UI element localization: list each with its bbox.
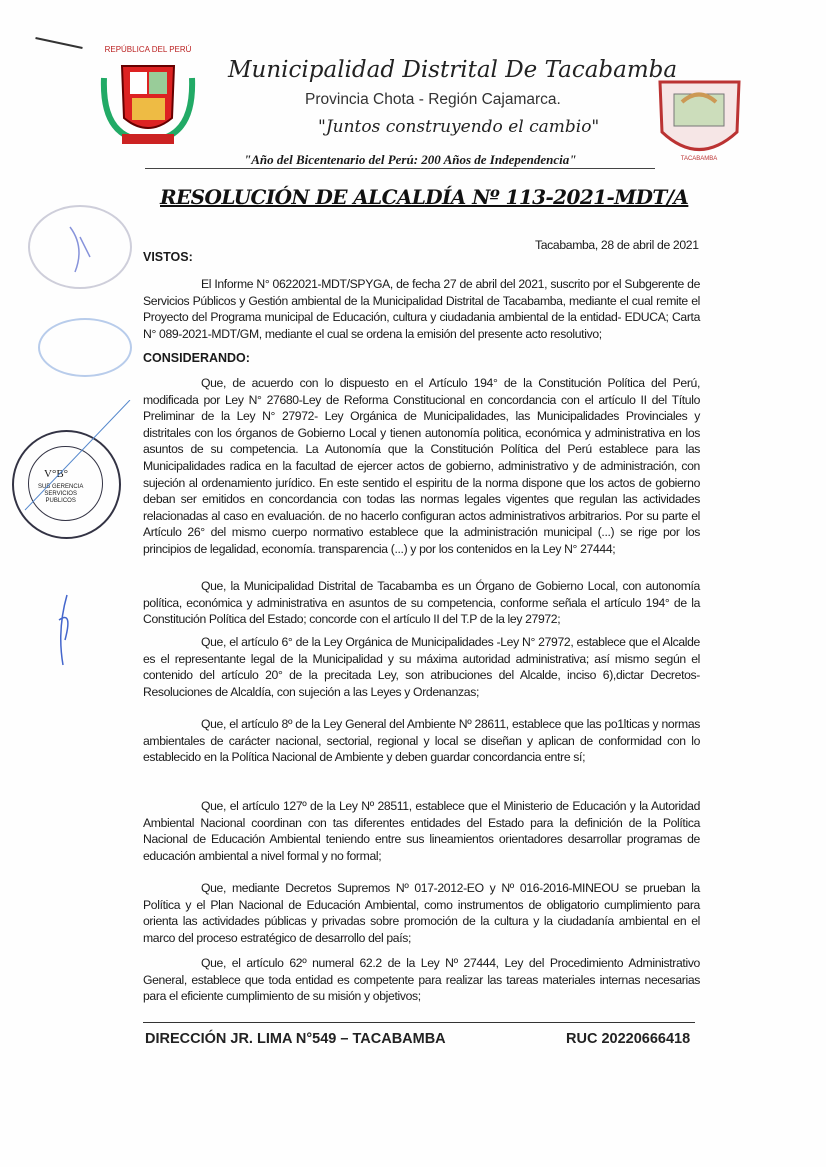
slogan: "Juntos construyendo el cambio" — [318, 117, 600, 137]
municipal-seal-stamp — [28, 205, 132, 289]
considerando-paragraph: Que, el artículo 127º de la Ley Nº 28511, establece que el Ministerio de Educación y la Autoridad Ambiental Nacional coordinan con tas diferentes entidades del Estado para la definición de la Política Nacional de Educación Ambiental teniendo entre sus lineamientos orientadores desarrollar programas de educación ambiental a nivel formal y no formal; — [143, 799, 700, 863]
vistos-heading: VISTOS: — [143, 250, 193, 264]
signature-mark — [45, 590, 85, 675]
tacabamba-crest-logo — [652, 72, 747, 164]
document-date: Tacabamba, 28 de abril de 2021 — [535, 238, 699, 252]
considerando-paragraph: Que, mediante Decretos Supremos Nº 017-2012-EO y Nº 016-2016-MINEOU se prueban la Política y el Plan Nacional de Educación Ambiental, como instrumentos de obligatorio cumplimiento para orienta las actividades públicas y privadas sobre promoción de la cultura y la ciudadanía ambiental en el marco del proceso estratégico de desarrollo del país; — [143, 881, 700, 945]
resolution-title: RESOLUCIÓN DE ALCALDÍA Nº 113-2021-MDT/A — [160, 185, 689, 209]
vobo-subgerencia-stamp: V°B° SUB GERENCIA SERVICIOS PUBLICOS — [12, 430, 121, 539]
scan-mark — [35, 37, 82, 49]
blue-stamp — [38, 318, 132, 377]
footer-ruc: RUC 20220666418 — [566, 1031, 691, 1047]
vistos-paragraph: El Informe N° 0622021-MDT/SPYGA, de fecha 27 de abril del 2021, suscrito por el Subgerente de Servicios Públicos y Gestión ambiental de la Municipalidad Distrital de Tacabamba, mediante el cual remite el Proyecto del Programa municipal de Educación, cultura y ciudadania ambiental de la entidad- EDUCA; Carta N° 089-2021-MDT/GM, mediante el cual se ordena la emisión del presente acto resolutivo; — [143, 277, 700, 341]
footer-address: DIRECCIÓN JR. LIMA N°549 – TACABAMBA — [145, 1031, 446, 1047]
province-line: Provincia Chota - Región Cajamarca. — [305, 91, 561, 108]
considerando-heading: CONSIDERANDO: — [143, 351, 250, 365]
peru-coat-of-arms-logo — [92, 38, 204, 153]
header-rule — [145, 168, 655, 169]
considerando-paragraph: Que, el artículo 6° de la Ley Orgánica de Municipalidades -Ley N° 27972, establece que el Alcalde es el representante legal de la Municipalidad y su máxima autoridad administrativa; así mismo según el contenido del artículo 20° de la precitada Ley, son atribuciones del Alcalde, inciso 6),dictar Decretos-Resoluciones de Alcaldía, con sujeción a las Leyes y Ordenanzas; — [143, 635, 700, 699]
considerando-paragraph: Que, el artículo 8º de la Ley General del Ambiente Nº 28611, establece que las po1lticas y normas ambientales de carácter nacional, sectorial, regional y local se diseñan y aplican de conformidad con lo establecido en la Política Nacional de Ambiente y deben guardar concordancia entre sí; — [143, 717, 700, 765]
signature-line — [20, 400, 140, 525]
institution-name: Municipalidad Distrital De Tacabamba — [228, 57, 678, 83]
svg-text:REPÚBLICA DEL PERÚ: REPÚBLICA DEL PERÚ — [104, 45, 192, 54]
considerando-paragraph: Que, la Municipalidad Distrital de Tacabamba es un Órgano de Gobierno Local, con autonomía política, económica y administrativa en asuntos de su competencia, conforme señala el artículo 194° de la Constitución Política del Estado; concorde con el artículo II del T.P de la ley 27972; — [143, 579, 700, 627]
considerando-paragraph: Que, de acuerdo con lo dispuesto en el Artículo 194° de la Constitución Política del Perú, modificada por Ley N° 27680-Ley de Reforma Constitucional en concordancia con el artículo II del Título Preliminar de la Ley N° 27972- Ley Orgánica de Municipalidades, las Municipalidades Provinciales y distritales con los órganos de Gobierno Local y tienen autonomía politica, económica y administrativa en los asuntos de su competencia. La Autonomía que la Constitución Política del Perú establece para las Municipalidades radica en la facultad de ejercer actos de gobierno, administrativo y de administración, con sujeción al ordenamiento jurídico. En este sentido el espiritu de la norma dispone que los actos de gobierno deban ser emitidos en concordancia con todas las normas legales vigentes que regulan las actividades relacionadas al caso en evaluación. de no hacerlo configuran actos administrativos arbitrarios. Por su parte el Artículo 26° del mismo cuerpo normativo establece que la administración municipal (...) se rige por los principios de legalidad, economía. transparencia (...) y por los contenidos en la Ley N° 27444; — [143, 376, 700, 556]
considerando-paragraph: Que, el artículo 62º numeral 62.2 de la Ley Nº 27444, Ley del Procedimiento Administrativo General, establece que toda entidad es competente para realizar las tareas materiales internas necesarias para el eficiente cumplimiento de su misión y objetivos; — [143, 956, 700, 1004]
footer-rule — [143, 1022, 695, 1023]
year-motto: "Año del Bicentenario del Perú: 200 Años de Independencia" — [244, 152, 577, 167]
svg-text:TACABAMBA: TACABAMBA — [680, 156, 718, 162]
